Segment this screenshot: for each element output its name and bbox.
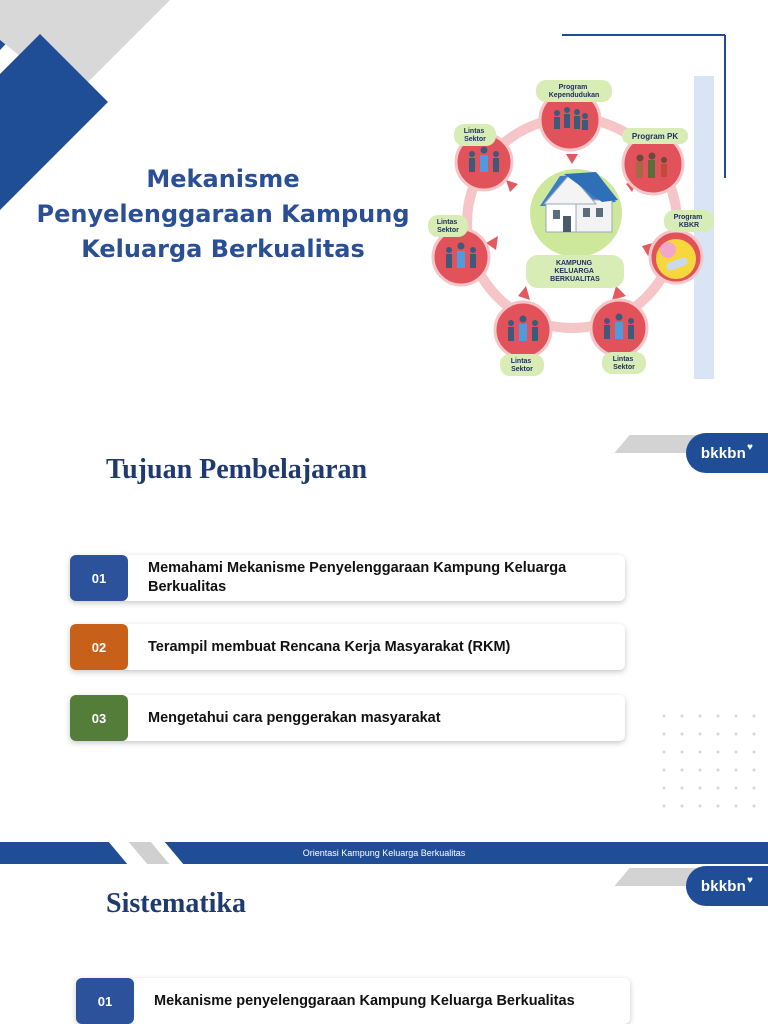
item-text: Memahami Mekanisme Penyelenggaraan Kampung Keluarga Berkualitas [148,560,567,595]
item-number: 01 [76,978,134,1024]
slide-tujuan-pembelajaran [0,424,768,864]
node-lintas-sektor-bottom-right [591,300,647,374]
kampung-kb-diagram [420,28,760,390]
node-lintas-sektor-left [428,215,489,285]
item-text: Mengetahui cara penggerakan masyarakat [148,709,441,726]
list-item [70,555,625,601]
item-number: 02 [70,624,128,670]
svg-text:Program PK: Program PK [631,132,679,141]
svg-text:Program KBKR: Program KBKR [673,214,703,229]
page-title: Tujuan Pembelajaran [106,454,368,485]
house-icon [530,169,622,257]
node-lintas-sektor-top-left [454,124,512,190]
slide-mekanisme [0,0,768,424]
svg-text:Lintas Sektor: Lintas Sektor [463,128,486,143]
item-number: 01 [70,555,128,601]
item-text: Terampil membuat Rencana Kerja Masyarakat (RKM) [148,638,511,655]
list-item [70,624,625,670]
slide-title [30,162,416,267]
svg-text:Lintas Sektor: Lintas Sektor [436,219,459,234]
list-item [76,978,630,1024]
svg-text:Lintas Sektor: Lintas Sektor [612,356,635,371]
svg-text:Program Kependudukan: Program Kependudukan [548,84,600,99]
title-line-1: Mekanisme [146,165,300,193]
dot-grid-decoration [660,714,760,814]
footer-text: Orientasi Kampung Keluarga Berkualitas [302,848,466,858]
bkkbn-logo: bkkbn ♥ [686,866,768,906]
center-label: KAMPUNG KELUARGA BERKUALITAS [550,260,600,283]
title-line-3: Keluarga Berkualitas [81,235,365,263]
bkkbn-logo: bkkbn ♥ [686,433,768,473]
item-text: Mekanisme penyelenggaraan Kampung Keluarga Berkualitas [154,992,575,1009]
node-program-kependudukan [536,80,612,150]
title-line-2: Penyelenggaraan Kampung [36,200,410,228]
node-lintas-sektor-bottom-left [495,302,551,376]
page-title: Sistematika [106,888,246,919]
node-program-pk [622,128,688,194]
slide-sistematika [0,864,768,1024]
item-number: 03 [70,695,128,741]
list-item [70,695,625,741]
svg-text:Lintas Sektor: Lintas Sektor [510,358,533,373]
